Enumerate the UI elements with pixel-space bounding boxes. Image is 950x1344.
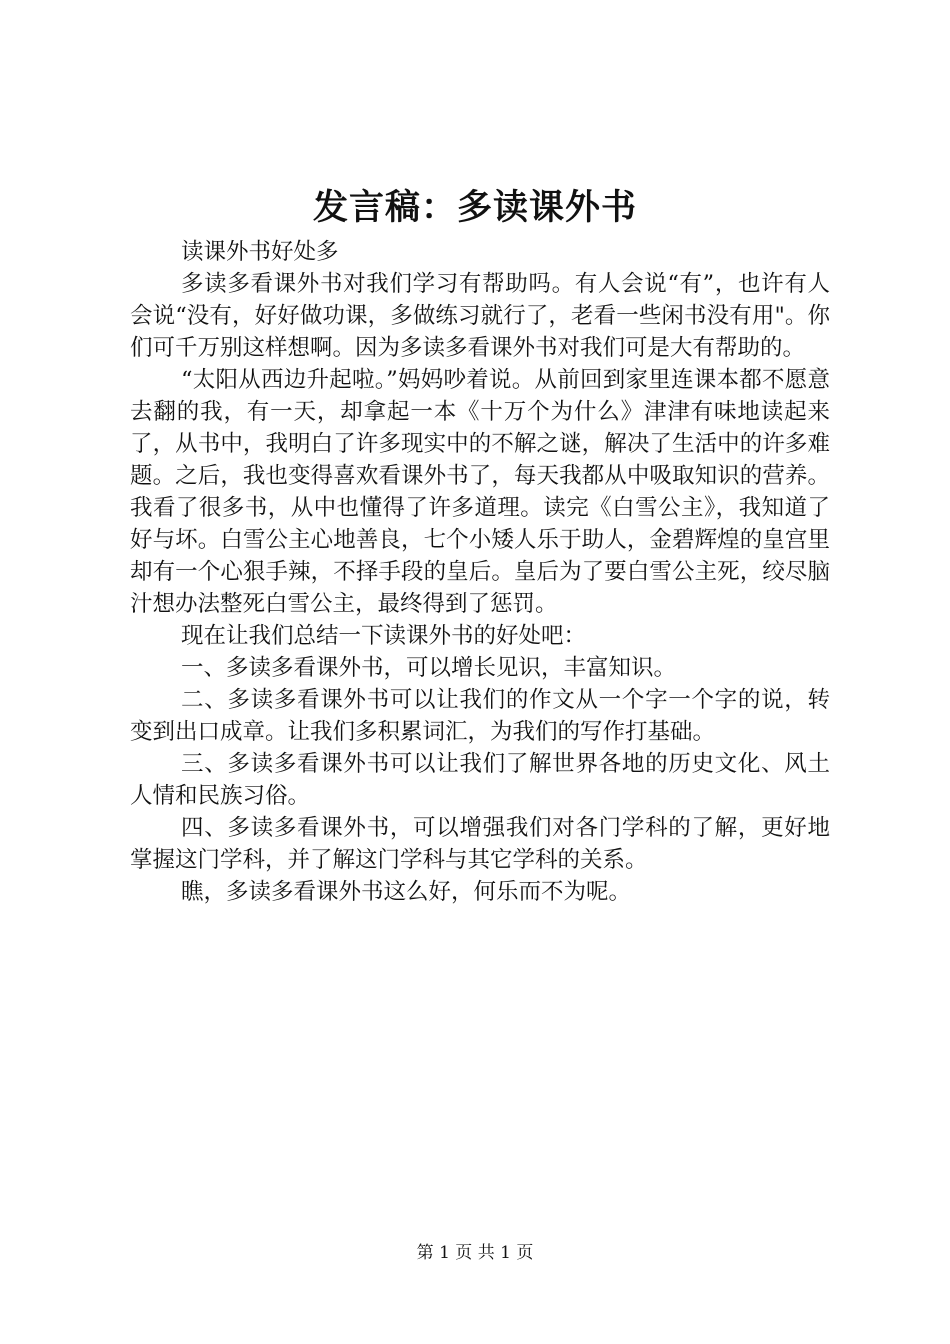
paragraph-point-2: 二、多读多看课外书可以让我们的作文从一个字一个字的说，转变到出口成章。让我们多积累词汇，为我们的写作打基础。 xyxy=(130,687,830,745)
paragraph-point-3: 三、多读多看课外书可以让我们了解世界各地的历史文化、风土人情和民族习俗。 xyxy=(130,751,830,809)
paragraph-story: “太阳从西边升起啦。”妈妈吵着说。从前回到家里连课本都不愿意去翻的我，有一天，却拿起一本《十万个为什么》津津有味地读起来了，从书中，我明白了许多现实中的不解之谜，解决了生活中的许多难题。之后，我也变得喜欢看课外书了，每天我都从中吸取知识的营养。我看了很多书，从中也懂得了许多道理。读完《白雪公主》，我知道了好与坏。白雪公主心地善良，七个小矮人乐于助人，金碧辉煌的皇宫里却有一个心狠手辣，不择手段的皇后。皇后为了要白雪公主死，绞尽脑汁想办法整死白雪公主，最终得到了惩罚。 xyxy=(130,367,830,617)
paragraph-summary-lead: 现在让我们总结一下读课外书的好处吧： xyxy=(181,623,587,649)
paragraph-point-1: 一、多读多看课外书，可以增长见识，丰富知识。 xyxy=(181,655,677,681)
page-number-footer: 第 1 页 共 1 页 xyxy=(416,1243,534,1263)
paragraph-conclusion: 瞧，多读多看课外书这么好，何乐而不为呢。 xyxy=(181,879,632,905)
document-title: 发言稿：多读课外书 xyxy=(312,188,637,228)
paragraph-intro: 多读多看课外书对我们学习有帮助吗。有人会说“有”，也许有人会说“没有，好好做功课，多做练习就行了，老看一些闲书没有用"。你们可千万别这样想啊。因为多读多看课外书对我们可是大有帮助的。 xyxy=(130,271,830,361)
paragraph-subtitle: 读课外书好处多 xyxy=(181,239,339,265)
document-body xyxy=(130,236,830,908)
paragraph-point-4: 四、多读多看课外书，可以增强我们对各门学科的了解，更好地掌握这门学科，并了解这门学科与其它学科的关系。 xyxy=(130,815,830,873)
